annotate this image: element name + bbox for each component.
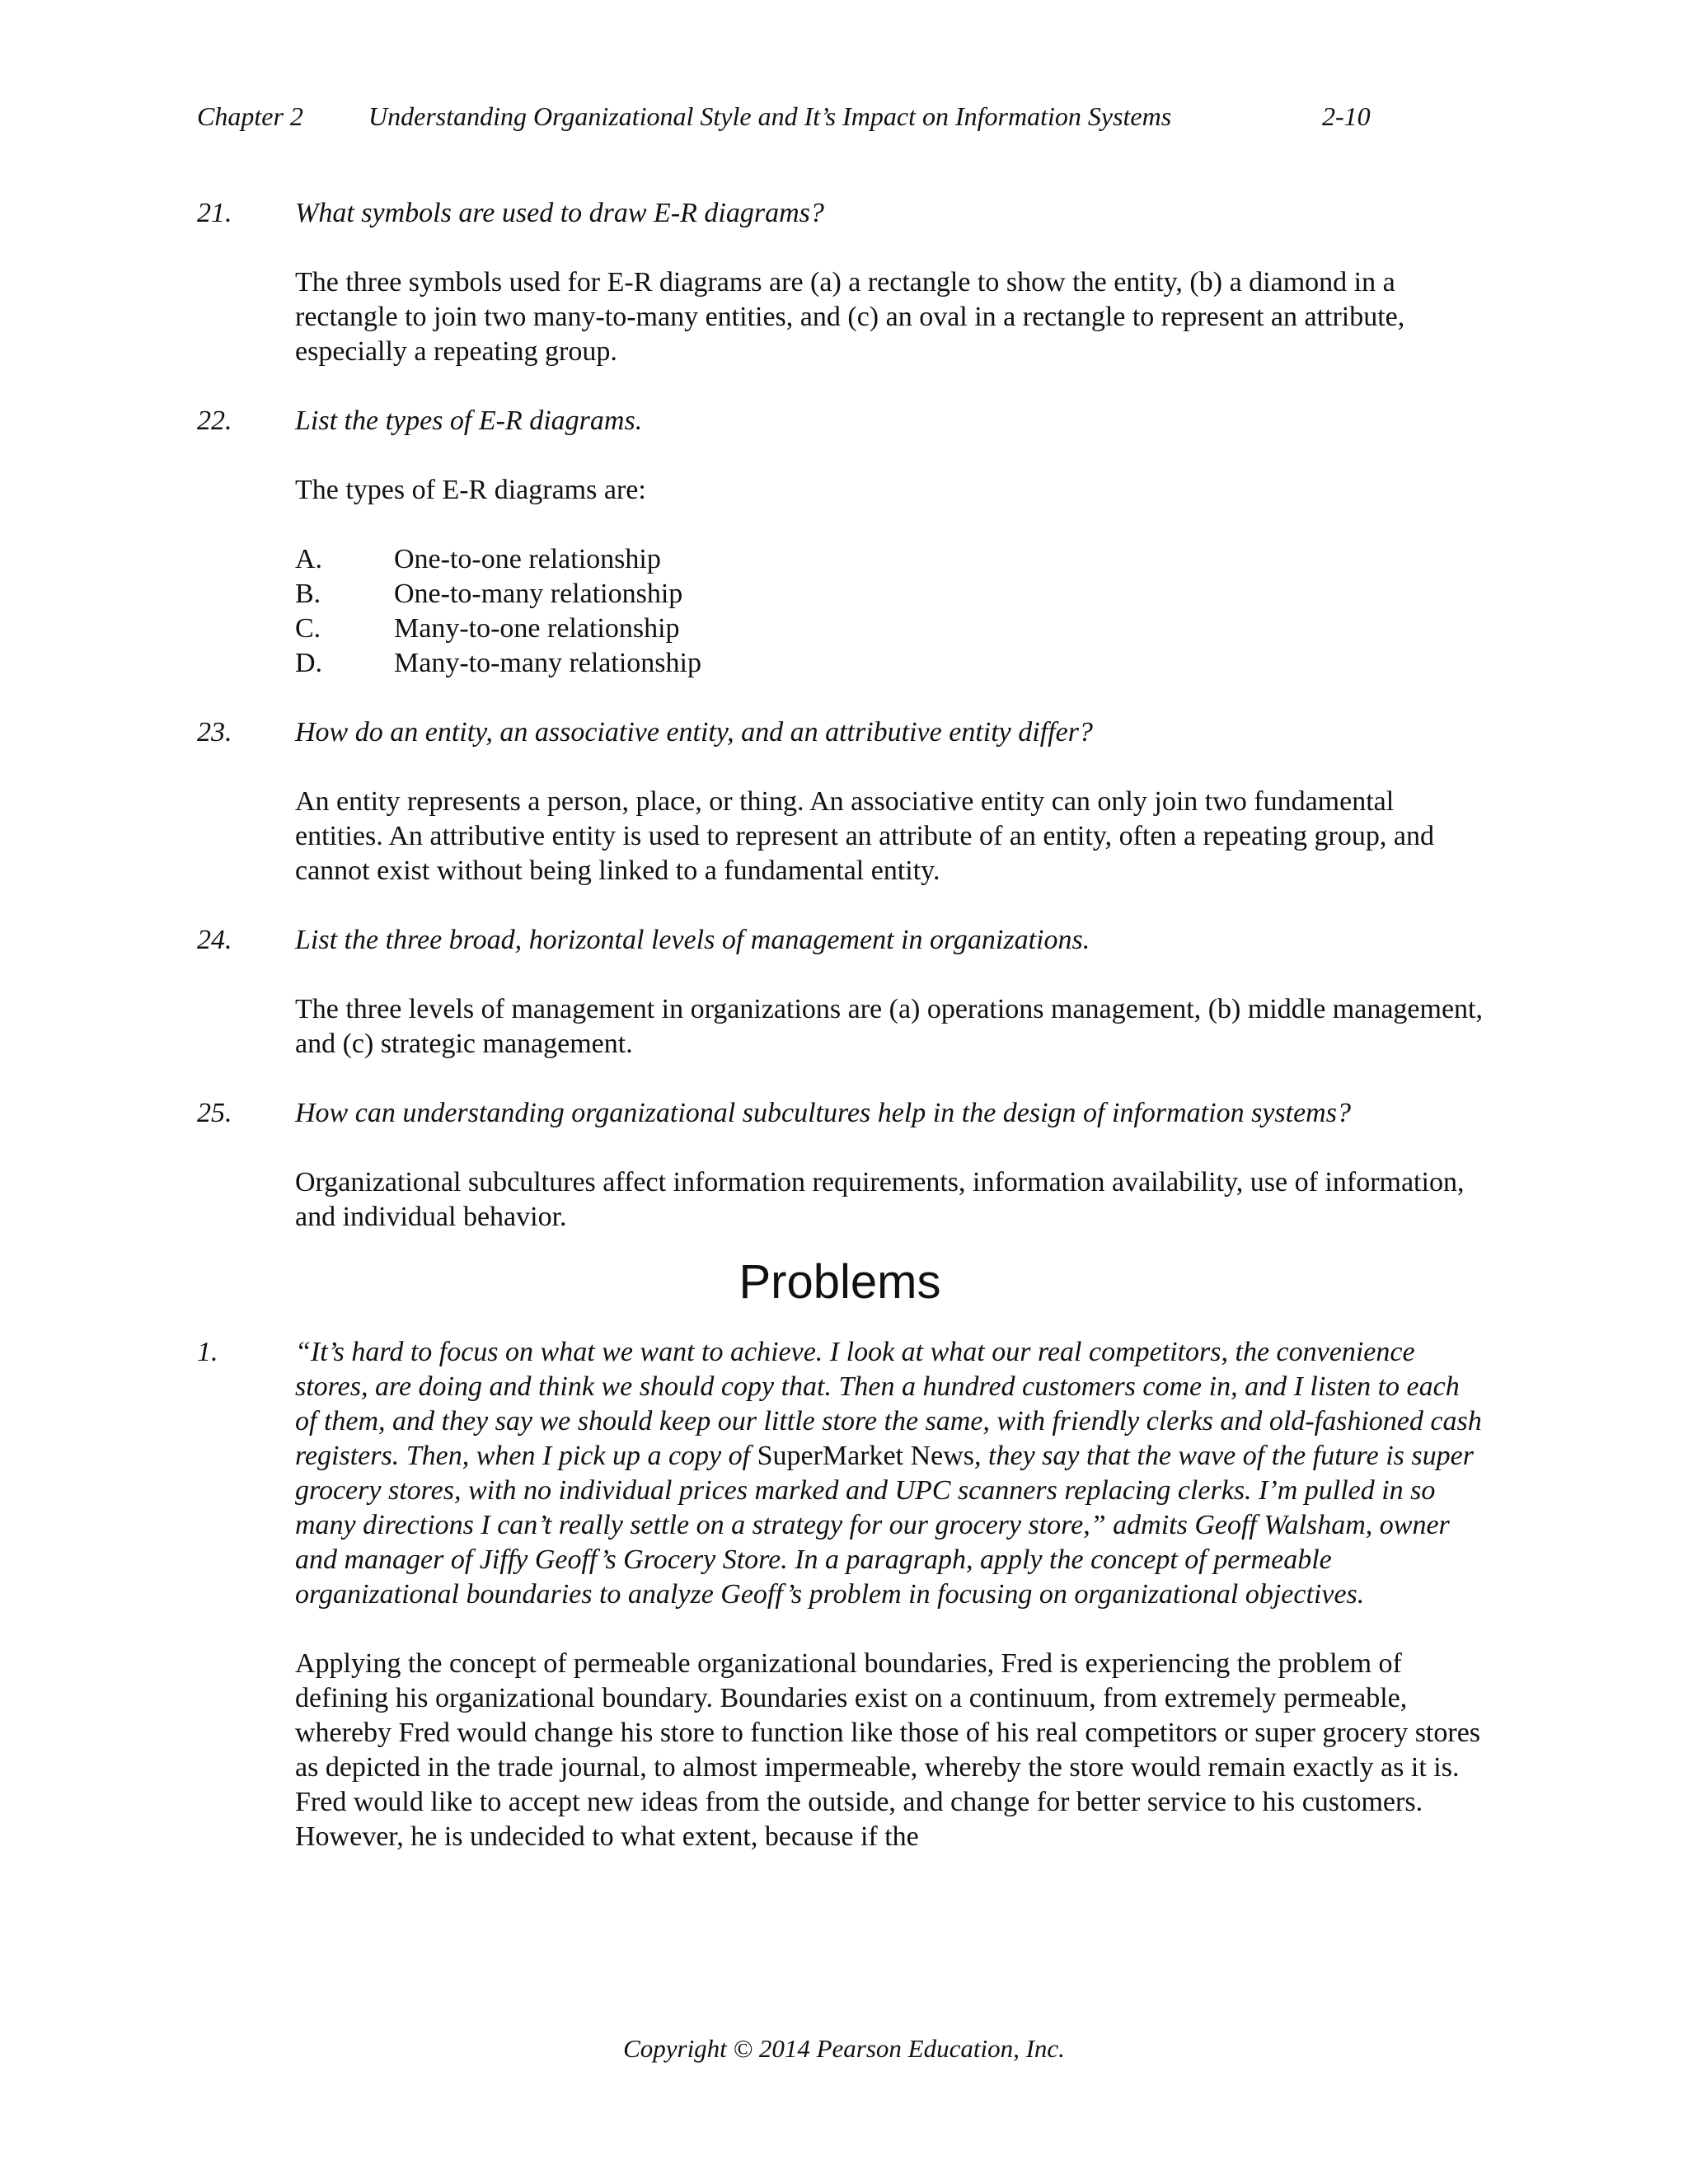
answer-23: An entity represents a person, place, or thing. An associative entity can only join two fundamental entities. An attributive entity is used to represent an attribute of an entity, often a repeating group, and cannot exist without being linked to a fundamental entity. [295,786,1434,886]
answer-21: The three symbols used for E-R diagrams are (a) a rectangle to show the entity, (b) a diamond in a rectangle to join two many-to-many entities, and (c) an oval in a rectangle to represent an attribute, especially a repeating group. [295,267,1405,367]
list-item-text: Many-to-many relationship [394,648,701,678]
page-footer: Copyright © 2014 Pearson Education, Inc. [623,2034,1065,2063]
question-number: 21. [197,198,232,228]
question-22 [197,404,1483,438]
list-item-text: One-to-one relationship [394,544,661,574]
question-text: How do an entity, an associative entity, and an attributive entity differ? [295,717,1093,748]
header-title: Understanding Organizational Style and It’s Impact on Information Systems [368,101,1172,131]
list-item-letter: D. [295,648,323,678]
question-text: List the three broad, horizontal levels of management in organizations. [295,925,1090,955]
list-item [295,612,1483,646]
publication-title: SuperMarket News [757,1441,975,1471]
problem-text-part2: , they say that the wave of the future is super grocery stores, with no individual prices marked and UPC scanners replacing clerks. I’m pulled in so many directions I can’t really settle on a strategy for our grocery store,” admits Geoff Walsham, owner and manager of Jiffy Geoff’s Grocery Store. In a paragraph, apply the concept of permeable organizational boundaries to analyze Geoff’s problem in focusing on organizational objectives. [295,1441,1474,1610]
problem-1-answer: Applying the concept of permeable organizational boundaries, Fred is experiencing the problem of defining his organizational boundary. Boundaries exist on a continuum, from extremely permeable, whereby Fred would change his store to function like those of his real competitors or super grocery stores as depicted in the trade journal, to almost impermeable, whereby the store would remain exactly as it is. Fred would like to accept new ideas from the outside, and change for better service to his customers. However, he is undecided to what extent, because if the [295,1648,1481,1852]
list-item-letter: C. [295,613,321,644]
question-25 [197,1096,1483,1131]
list-item [295,577,1483,612]
question-number: 25. [197,1098,232,1128]
problem-number: 1. [197,1337,218,1367]
problem-1 [197,1335,1483,1612]
list-item-letter: A. [295,544,323,574]
question-text: What symbols are used to draw E-R diagrams? [295,198,824,228]
question-number: 23. [197,717,232,748]
list-item-text: Many-to-one relationship [394,613,680,644]
question-text: List the types of E-R diagrams. [295,405,643,436]
question-21 [197,196,1483,231]
list-item-text: One-to-many relationship [394,579,683,609]
er-types-list [295,542,1483,681]
page-content [197,196,1483,1854]
question-text: How can understanding organizational subcultures help in the design of information systems? [295,1098,1351,1128]
problem-text [295,1335,1483,1612]
list-item-letter: B. [295,579,321,609]
list-item [295,646,1483,681]
list-item [295,542,1483,577]
question-23 [197,715,1483,750]
question-number: 22. [197,405,232,436]
answer-22: The types of E-R diagrams are: [295,475,646,505]
page-header [197,97,1384,135]
problems-heading: Problems [738,1255,941,1309]
header-page-number: 2-10 [1322,101,1371,131]
question-number: 24. [197,925,232,955]
header-chapter: Chapter 2 [197,101,303,131]
answer-24: The three levels of management in organizations are (a) operations management, (b) middle management, and (c) strategic management. [295,994,1483,1059]
problem-text-part1: “It’s hard to focus on what we want to achieve. I look at what our real competitors, the convenience stores, are doing and think we should copy that. Then a hundred customers come in, and I listen to each of them, and they say we should keep our little store the same, with friendly clerks and old-fashioned cash registers. Then, when I pick up a copy of [295,1337,1482,1471]
answer-25: Organizational subcultures affect information requirements, information availability, use of information, and individual behavior. [295,1167,1465,1232]
question-24 [197,923,1483,958]
